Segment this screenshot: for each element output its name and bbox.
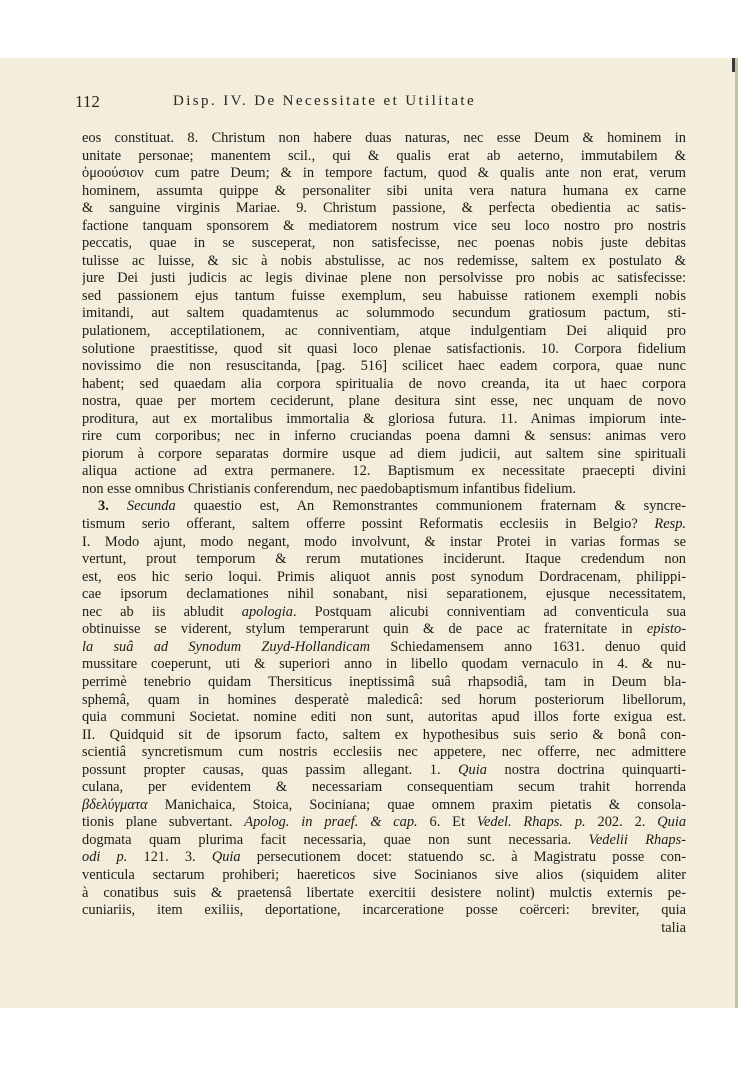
text-segment: ὁμοούσιον cum patre Deum; & in tempore factum, quod & qualis ante non erat, verum [82,165,686,182]
text-segment: est, eos hic serio loqui. Primis aliquot annis post synodum Dordracenam, philippi- [82,568,686,585]
italic-segment: Secunda [126,498,176,515]
text-segment: II. Quidquid sit de ipsorum facto, saltem ex hypothesibus suis serio & bonâ con- [82,726,686,743]
page-edge-mark [732,58,735,72]
text-segment: sed passionem ejus tantum fuisse exemplum, seu habuisse rationem exempli nobis [82,287,686,304]
text-segment: eos constituat. 8. Christum non habere duas naturas, nec esse Deum & hominem in [82,130,686,146]
text-segment: possunt propter causas, quas passim allegant. 1. [82,761,459,778]
text-segment: talia [661,919,686,936]
text-line [82,498,686,516]
italic-segment: Quia [657,814,686,831]
text-line [82,639,686,657]
italic-segment: Quia [211,849,241,866]
text-line [82,481,686,499]
italic-segment: la suâ ad Synodum Zuyd-Hollandicam [82,638,371,655]
text-line [82,270,686,288]
text-line [82,692,686,710]
text-segment: quia communi Societat. nomine editi non sunt, autoritas apud illos forte exigua est. [82,709,686,726]
text-segment: obtinuisse se viderent, stylum temperarunt quin & de pace ac fraternitate in [82,621,647,638]
text-line [82,428,686,446]
text-line [82,762,686,780]
italic-segment: Apolog. in praef. & cap. [244,814,418,831]
text-line [82,709,686,727]
text-line [82,621,686,639]
text-segment: non esse omnibus Christianis conferendum, nec paedobaptismum infantibus fidelium. [82,480,576,497]
italic-segment: episto- [646,621,686,638]
text-segment: imitandi, aut saltem quadamtenus ac solummodo secundum gratiosum pactum, sti- [82,305,686,322]
running-header [75,92,685,112]
text-line [82,253,686,271]
body-text [82,130,686,937]
text-line [82,551,686,569]
text-line [82,779,686,797]
text-segment: cae ipsorum declamationes nihil sonabant, nisi separationem, ejusque necessitatem, [82,586,686,603]
text-line [82,797,686,815]
text-segment: dogmata quam plurima facit necessaria, quae non sunt necessaria. [82,831,589,848]
text-segment: pulationem, acceptilationem, ac conniventiam, atque indulgentiam Dei aliquid pro [82,323,686,340]
text-line [82,218,686,236]
text-line [82,305,686,323]
text-line [82,463,686,481]
text-segment: aliqua actione ad extra permanere. 12. Baptismum ex necessitate praecepti divini [82,463,686,480]
text-segment: scientiâ syncretismum cum nostris ecclesiis nec appetere, nec offerre, nec admittere [82,744,686,761]
text-segment: perrimè tenebrio quidam Thersiticus ineptissimâ suâ rhapsodiâ, tam in Deum bla- [82,673,686,690]
italic-segment: Vedelii Rhaps- [588,831,686,848]
text-segment: 202. 2. [585,814,658,831]
text-segment: 6. Et [417,814,477,831]
text-segment: novissimo die non resuscitanda, [pag. 516] scilicet haec eadem corpora, quae nunc [82,358,686,375]
text-line [82,183,686,201]
text-segment: tulisse ac luisse, & sic à nobis abstulisse, ac nos redemisse, saltem ex postulato & [82,252,686,269]
text-line [82,446,686,464]
text-segment: tionis plane subvertant. [82,814,245,831]
text-line [82,200,686,218]
text-segment: habent; sed quaedam alia corpora spiritualia de novo creanda, ita ut haec corpora [82,375,686,392]
text-segment: unitate personae; manentem scil., qui & qualis erat ab aeterno, immutabilem & [82,147,686,164]
text-segment: jure Dei justi judicis ac legis divinae plene non persolvisse pro nobis ac satisfecisse: [82,270,686,287]
italic-segment: Quia [458,761,487,778]
text-line [82,656,686,674]
running-title: Disp. IV. De Necessitate et Utilitate [173,93,477,109]
text-line [82,411,686,429]
section-number: 3. [98,498,109,515]
text-line [82,674,686,692]
italic-segment: Vedel. Rhaps. p. [476,814,586,831]
text-line [82,148,686,166]
text-line [82,867,686,885]
text-segment: nostra doctrina quinquarti- [486,761,686,778]
text-line [82,393,686,411]
text-line [82,902,686,920]
text-line [82,130,686,148]
text-segment: factione tanquam sponsorem & mediatorem nostrum vice seu loco nostro pro nostris [82,217,686,234]
text-segment: piorum à corpore separatas dormire usque ad diem judicii, aut saltem sine spirituali [82,445,686,462]
text-segment: quaestio est, An Remonstrantes communionem fraternam & syncre- [175,498,686,515]
text-line [82,849,686,867]
text-segment: peccatis, quae in se susceperat, non satisfecisse, nec poenas nobis juste debitas [82,235,686,252]
text-segment: tismum serio offerant, saltem offerre possint Reformatis ecclesiis in Belgio? [82,516,655,533]
page-number: 112 [75,92,100,111]
text-line [82,832,686,850]
italic-segment: apologia [241,603,293,620]
text-segment: solutione praestitisse, quod sit quasi loco plenae satisfactionis. 10. Corpora fidelium [82,340,686,357]
text-segment: cuniariis, item exiliis, deportatione, incarceratione posse coërceri: breviter, quia [82,902,686,919]
text-segment: . Postquam alicubi conniventiam ad conventicula sua [292,603,686,620]
text-line [82,727,686,745]
text-line [82,604,686,622]
text-line [82,516,686,534]
text-segment: rire cum corporibus; nec in inferno cruciandas poena damni & sensus: animas vero [82,428,686,445]
text-line [82,165,686,183]
text-segment: & sanguine virginis Mariae. 9. Christum passione, & perfecta obedientia ac satis- [82,200,686,217]
text-segment [109,498,127,514]
text-line [82,288,686,306]
text-segment: venticula sectarum prohiberi; haereticos sive Socinianos sive alios (siquidem aliter [82,866,686,883]
book-page [0,58,738,1008]
text-line [82,569,686,587]
text-line [82,920,686,938]
text-segment: Schiedamensem anno 1631. denuo quid [370,638,686,655]
text-line [82,358,686,376]
text-segment: hominem, assumta quippe & personaliter sibi unita vera natura humana ex carne [82,182,686,199]
text-segment: I. Modo ajunt, modo negant, modo involvunt, & instar Protei in varias formas se [82,533,686,550]
text-line [82,814,686,832]
text-line [82,586,686,604]
text-segment: culana, per evidentem & necessariam consequentiam secum trahit horrenda [82,779,686,796]
text-line [82,323,686,341]
text-segment: mussitare coeperunt, uti & superiori anno in libello quodam vernaculo in 4. & nu- [82,656,686,673]
text-line [82,534,686,552]
text-segment: nec ab iis abludit [82,603,242,620]
text-line [82,235,686,253]
text-segment: 121. 3. [127,849,212,866]
text-line [82,744,686,762]
text-segment: nostra, quae per mortem ceciderunt, plane desitura sint esse, nec unquam de novo [82,393,686,410]
text-segment: vertunt, prout temporum & rerum mutationes inciderunt. Itaque credendum non [82,551,686,568]
text-segment: persecutionem docet: statuendo sc. à Magistratu posse con- [240,849,686,866]
text-line [82,885,686,903]
text-line [82,341,686,359]
italic-segment: Resp. [654,516,686,533]
text-line [82,376,686,394]
italic-segment: βδελύγματα [82,796,148,813]
text-segment: Manichaica, Stoica, Sociniana; quae omnem praxim pietatis & consola- [147,796,686,813]
text-segment: proditura, aut ex mortalibus immortalia & gloriosa futura. 11. Animas impiorum inte- [82,410,686,427]
text-segment: à conatibus suis & praetensâ libertate exercitii desistere nolint) mulctis externis pe- [82,884,686,901]
text-segment: sphemâ, quam in homines desperatè maledicâ: sed horum posteriorum libellorum, [82,691,686,708]
italic-segment: odi p. [82,849,128,866]
